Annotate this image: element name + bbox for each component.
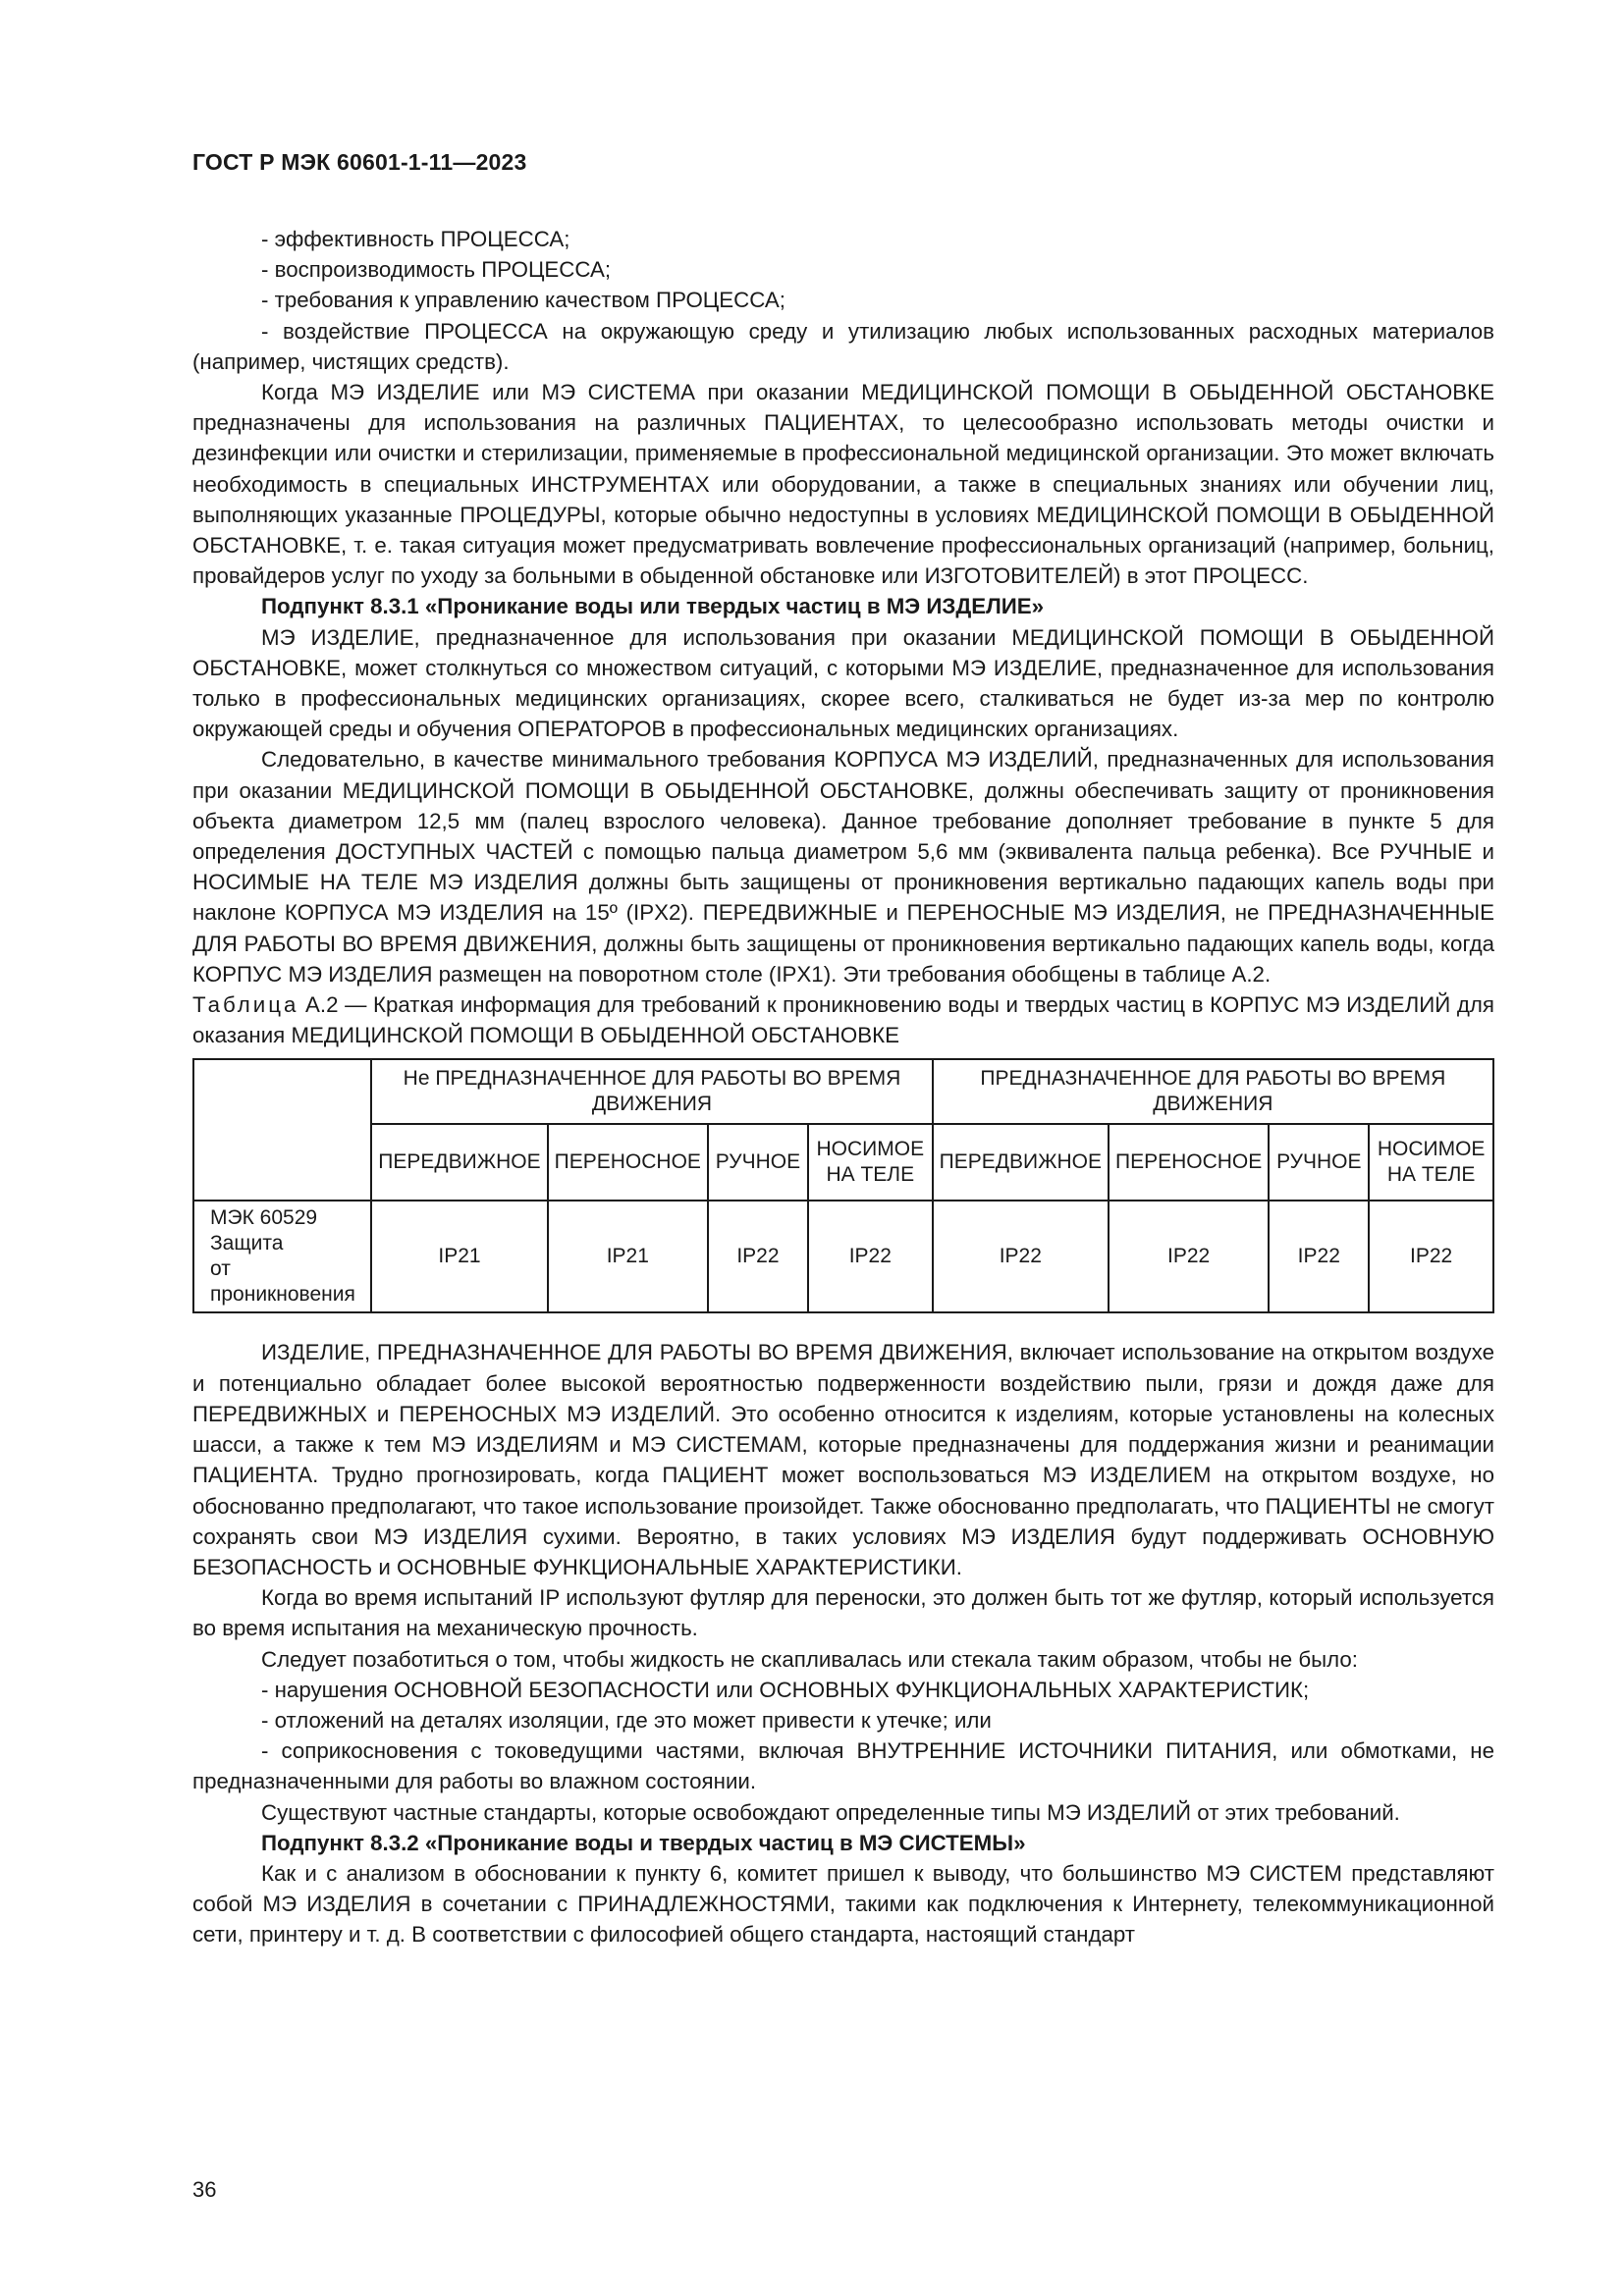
table-caption-text: А.2 — Краткая информация для требований к проникновению воды и твердых частиц в КОРПУС МЭ ИЗДЕЛИЙ для оказания МЕДИЦИНСКОЙ ПОМОЩИ В ОБЫДЕННОЙ ОБСТАНОВКЕ bbox=[192, 992, 1494, 1048]
table-cell: IP21 bbox=[548, 1201, 708, 1312]
table-subheader: ПЕРЕНОСНОЕ bbox=[1109, 1124, 1269, 1201]
table-subheader: РУЧНОЕ bbox=[1269, 1124, 1369, 1201]
paragraph: Существуют частные стандарты, которые освобождают определенные типы МЭ ИЗДЕЛИЙ от этих требований. bbox=[261, 1799, 1400, 1825]
table-cell: IP22 bbox=[1369, 1201, 1493, 1312]
document-body bbox=[192, 224, 1494, 1950]
table-corner-cell bbox=[193, 1059, 371, 1201]
list-item: - нарушения ОСНОВНОЙ БЕЗОПАСНОСТИ или ОСНОВНЫХ ФУНКЦИОНАЛЬНЫХ ХАРАКТЕРИСТИК; bbox=[261, 1677, 1310, 1702]
paragraph: Следовательно, в качестве минимального требования КОРПУСА МЭ ИЗДЕЛИЙ, предназначенных для использования при оказании МЕДИЦИНСКОЙ ПОМОЩИ В ОБЫДЕННОЙ ОБСТАНОВКЕ, должны обеспечивать защиту от проникновения объекта диаметром 12,5 мм (палец взрослого человека). Данное требование дополняет требование в пункте 5 для определения ДОСТУПНЫХ ЧАСТЕЙ с помощью пальца диаметром 5,6 мм (эквивалента пальца ребенка). Все РУЧНЫЕ и НОСИМЫЕ НА ТЕЛЕ МЭ ИЗДЕЛИЯ должны быть защищены от проникновения вертикально падающих капель воды при наклоне КОРПУСА МЭ ИЗДЕЛИЯ на 15º (IPX2). ПЕРЕДВИЖНЫЕ и ПЕРЕНОСНЫЕ МЭ ИЗДЕЛИЯ, не ПРЕДНАЗНАЧЕННЫЕ ДЛЯ РАБОТЫ ВО ВРЕМЯ ДВИЖЕНИЯ, должны быть защищены от проникновения вертикально падающих капель воды, когда КОРПУС МЭ ИЗДЕЛИЯ размещен на поворотном столе (IPX1). Эти требования обобщены в таблице А.2. bbox=[192, 747, 1494, 987]
requirements-table bbox=[192, 1058, 1494, 1313]
section-heading-8-3-2: Подпункт 8.3.2 «Проникание воды и твердых частиц в МЭ СИСТЕМЫ» bbox=[261, 1830, 1026, 1855]
table-subheader: НОСИМОЕ НА ТЕЛЕ bbox=[808, 1124, 933, 1201]
table-row-label bbox=[193, 1201, 371, 1312]
table-cell: IP22 bbox=[1269, 1201, 1369, 1312]
paragraph: Как и с анализом в обосновании к пункту 6, комитет пришел к выводу, что большинство МЭ СИСТЕМ представляют собой МЭ ИЗДЕЛИЯ в сочетании с ПРИНАДЛЕЖНОСТЯМИ, такими как подключения к Интернету, телекоммуникационной сети, принтеру и т. д. В соответствии с философией общего стандарта, настоящий стандарт bbox=[192, 1860, 1494, 1948]
paragraph: ИЗДЕЛИЕ, ПРЕДНАЗНАЧЕННОЕ ДЛЯ РАБОТЫ ВО ВРЕМЯ ДВИЖЕНИЯ, включает использование на открытом воздухе и потенциально обладает более высокой вероятностью подверженности воздействию пыли, грязи и дождя даже для ПЕРЕДВИЖНЫХ и ПЕРЕНОСНЫХ МЭ ИЗДЕЛИЙ. Это особенно относится к изделиям, которые установлены на колесных шасси, а также к тем МЭ ИЗДЕЛИЯМ и МЭ СИСТЕМАМ, которые предназначены для поддержания жизни и реанимации ПАЦИЕНТА. Трудно прогнозировать, когда ПАЦИЕНТ может воспользоваться МЭ ИЗДЕЛИЕМ на открытом воздухе, но обоснованно предполагают, что такое использование произойдет. Также обоснованно предполагать, что ПАЦИЕНТЫ не смогут сохранять свои МЭ ИЗДЕЛИЯ сухими. Вероятно, в таких условиях МЭ ИЗДЕЛИЯ будут поддерживать ОСНОВНУЮ БЕЗОПАСНОСТЬ и ОСНОВНЫЕ ФУНКЦИОНАЛЬНЫЕ ХАРАКТЕРИСТИКИ. bbox=[192, 1340, 1494, 1579]
paragraph: Следует позаботиться о том, чтобы жидкость не скапливалась или стекала таким образом, чтобы не было: bbox=[261, 1646, 1358, 1672]
page-number: 36 bbox=[192, 2177, 217, 2202]
list-item: - воздействие ПРОЦЕССА на окружающую среду и утилизацию любых использованных расходных материалов (например, чистящих средств). bbox=[192, 318, 1494, 374]
table-subheader: РУЧНОЕ bbox=[708, 1124, 808, 1201]
section-heading-8-3-1: Подпункт 8.3.1 «Проникание воды или твердых частиц в МЭ ИЗДЕЛИЕ» bbox=[261, 594, 1045, 619]
table-caption-prefix: Таблица bbox=[192, 992, 299, 1018]
table-subheader: ПЕРЕДВИЖНОЕ bbox=[933, 1124, 1109, 1201]
list-item: - эффективность ПРОЦЕССА; bbox=[261, 227, 570, 251]
table-group-header: ПРЕДНАЗНАЧЕННОЕ ДЛЯ РАБОТЫ ВО ВРЕМЯ ДВИЖЕНИЯ bbox=[933, 1059, 1493, 1124]
table-cell: IP22 bbox=[808, 1201, 933, 1312]
table-cell: IP21 bbox=[371, 1201, 547, 1312]
table-cell: IP22 bbox=[1109, 1201, 1269, 1312]
list-item: - отложений на деталях изоляции, где это может привести к утечке; или bbox=[261, 1707, 992, 1733]
row-label-line: Защита bbox=[210, 1232, 284, 1255]
table-cell: IP22 bbox=[933, 1201, 1109, 1312]
list-item: - требования к управлению качеством ПРОЦЕССА; bbox=[261, 288, 785, 313]
table-caption bbox=[192, 989, 1494, 1050]
list-item: - соприкосновения с токоведущими частями, включая ВНУТРЕННИЕ ИСТОЧНИКИ ПИТАНИЯ, или обмотками, не предназначенными для работы во влажном состоянии. bbox=[192, 1738, 1494, 1794]
table-group-header: Не ПРЕДНАЗНАЧЕННОЕ ДЛЯ РАБОТЫ ВО ВРЕМЯ ДВИЖЕНИЯ bbox=[371, 1059, 932, 1124]
paragraph: Когда МЭ ИЗДЕЛИЕ или МЭ СИСТЕМА при оказании МЕДИЦИНСКОЙ ПОМОЩИ В ОБЫДЕННОЙ ОБСТАНОВКЕ предназначены для использования на различных ПАЦИЕНТАХ, то целесообразно использовать методы очистки и дезинфекции или очистки и стерилизации, применяемые в профессиональной медицинской организации. Это может включать необходимость в специальных ИНСТРУМЕНТАХ или оборудовании, а также в специальных знаниях или обучении лиц, выполняющих указанные ПРОЦЕДУРЫ, которые обычно недоступны в условиях МЕДИЦИНСКОЙ ПОМОЩИ В ОБЫДЕННОЙ ОБСТАНОВКЕ, т. е. такая ситуация может предусматривать вовлечение профессиональных организаций (например, больниц, провайдеров услуг по уходу за больными в обыденной обстановке или ИЗГОТОВИТЕЛЕЙ) в этот ПРОЦЕСС. bbox=[192, 380, 1494, 589]
table-subheader: ПЕРЕНОСНОЕ bbox=[548, 1124, 708, 1201]
paragraph: Когда во время испытаний IP используют футляр для переноски, это должен быть тот же футляр, который используется во время испытания на механическую прочность. bbox=[192, 1585, 1494, 1641]
table-cell: IP22 bbox=[708, 1201, 808, 1312]
paragraph: МЭ ИЗДЕЛИЕ, предназначенное для использования при оказании МЕДИЦИНСКОЙ ПОМОЩИ В ОБЫДЕННОЙ ОБСТАНОВКЕ, может столкнуться со множеством ситуаций, с которыми МЭ ИЗДЕЛИЕ, предназначенное для использования только в профессиональных медицинских организациях, скорее всего, сталкиваться не будет из-за мер по контролю окружающей среды и обучения ОПЕРАТОРОВ в профессиональных медицинских организациях. bbox=[192, 624, 1494, 742]
row-label-line: от проникновения bbox=[210, 1257, 355, 1307]
table-subheader: НОСИМОЕ НА ТЕЛЕ bbox=[1369, 1124, 1493, 1201]
list-item: - воспроизводимость ПРОЦЕССА; bbox=[261, 257, 612, 283]
row-label-line: МЭК 60529 bbox=[210, 1206, 318, 1230]
document-header: ГОСТ Р МЭК 60601-1-11—2023 bbox=[192, 149, 527, 175]
table-subheader: ПЕРЕДВИЖНОЕ bbox=[371, 1124, 547, 1201]
